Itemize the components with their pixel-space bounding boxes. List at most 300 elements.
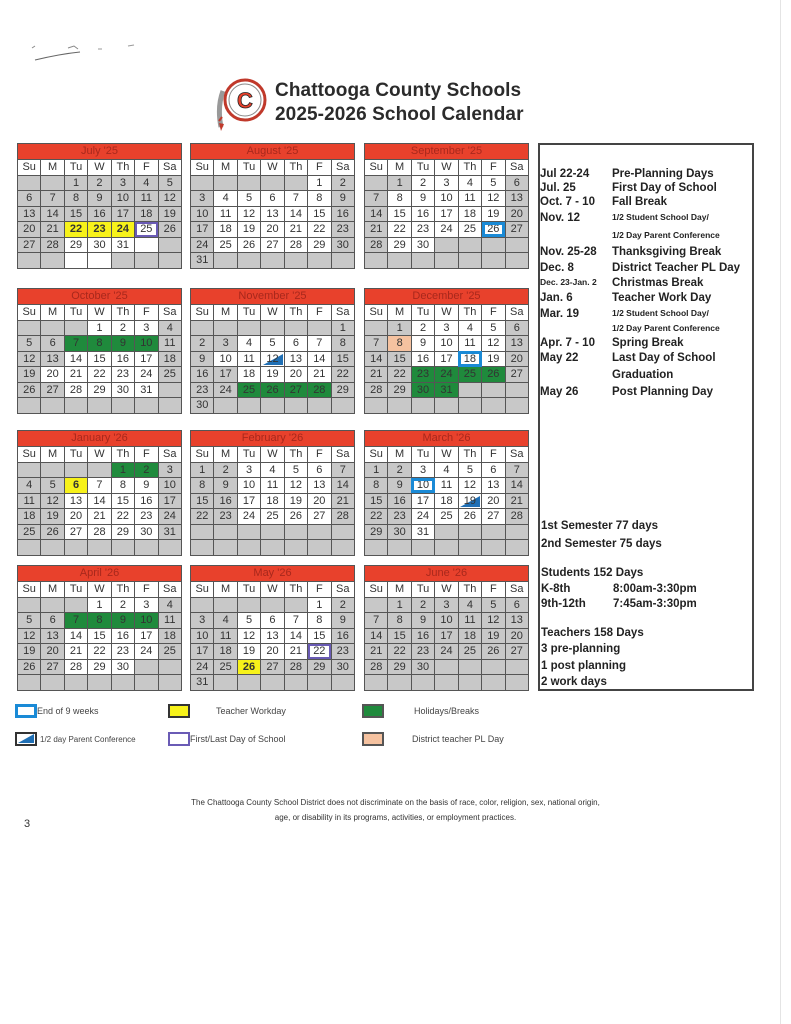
day-cell: 17	[158, 493, 181, 509]
day-cell	[284, 597, 307, 613]
day-cell: 27	[505, 367, 528, 383]
weekday-header: F	[482, 305, 505, 321]
day-cell: 6	[308, 462, 331, 478]
weekday-header: Th	[284, 582, 307, 598]
day-cell: 25	[214, 237, 237, 253]
week-row	[191, 659, 355, 675]
day-cell: 29	[88, 382, 111, 398]
day-cell: 5	[482, 597, 505, 613]
event-date: May 22	[540, 352, 579, 364]
week-row	[365, 509, 529, 525]
day-cell: 18	[435, 493, 458, 509]
weekday-header: M	[388, 582, 411, 598]
day-cell: 12	[41, 493, 64, 509]
day-cell: 4	[237, 336, 260, 352]
weekday-header: Sa	[505, 305, 528, 321]
day-cell: 7	[64, 336, 87, 352]
day-cell: 16	[135, 493, 158, 509]
week-row	[191, 524, 355, 540]
weekday-header: W	[435, 305, 458, 321]
day-cell: 23	[331, 222, 354, 238]
day-cell	[135, 237, 158, 253]
week-row	[18, 351, 182, 367]
day-cell	[41, 597, 64, 613]
day-cell: 2	[191, 336, 214, 352]
week-row	[365, 613, 529, 629]
day-cell: 7	[505, 462, 528, 478]
week-row	[191, 237, 355, 253]
day-cell: 8	[331, 336, 354, 352]
k8-hours: 8:00am-3:30pm	[613, 583, 697, 595]
weekday-header: Tu	[64, 305, 87, 321]
day-cell: 3	[158, 462, 181, 478]
day-cell: 9	[411, 336, 434, 352]
day-cell: 22	[88, 644, 111, 660]
event-date: Apr. 7 - 10	[540, 337, 595, 349]
day-cell: 9	[111, 336, 134, 352]
event-label: Christmas Break	[612, 277, 704, 289]
day-cell: 28	[308, 382, 331, 398]
day-cell: 27	[41, 382, 64, 398]
event-date: Mar. 19	[540, 308, 579, 320]
day-cell: 25	[18, 524, 41, 540]
hs-label: 9th-12th	[541, 598, 586, 610]
day-cell: 14	[284, 628, 307, 644]
day-cell: 22	[308, 644, 331, 660]
day-cell: 7	[64, 613, 87, 629]
day-cell: 18	[18, 509, 41, 525]
day-cell	[191, 540, 214, 556]
day-cell: 9	[88, 191, 111, 207]
week-row	[191, 540, 355, 556]
day-cell: 6	[284, 336, 307, 352]
day-cell: 30	[411, 382, 434, 398]
weekday-header: Tu	[64, 582, 87, 598]
weekday-header: W	[88, 160, 111, 176]
week-row	[191, 382, 355, 398]
day-cell: 30	[388, 524, 411, 540]
day-cell: 24	[111, 222, 134, 238]
day-cell: 11	[458, 336, 481, 352]
day-cell	[388, 253, 411, 269]
weekday-header: Sa	[158, 582, 181, 598]
month-title: June '26	[364, 565, 529, 581]
day-cell: 31	[158, 524, 181, 540]
legend-end-of-9-weeks: End of 9 weeks	[15, 704, 99, 718]
legend-half-day: 1/2 day Parent Conference	[15, 732, 136, 746]
day-cell: 29	[331, 382, 354, 398]
title-district: Chattooga County Schools	[275, 80, 522, 101]
calendar-header	[215, 73, 524, 133]
day-cell: 19	[237, 222, 260, 238]
event-label: First Day of School	[612, 182, 717, 194]
day-cell: 12	[237, 628, 260, 644]
day-cell	[331, 398, 354, 414]
day-cell: 18	[237, 367, 260, 383]
week-row	[191, 253, 355, 269]
day-cell: 29	[88, 659, 111, 675]
day-cell: 24	[135, 644, 158, 660]
day-cell: 17	[435, 351, 458, 367]
day-cell: 20	[505, 351, 528, 367]
weekday-header: Sa	[505, 447, 528, 463]
day-cell: 8	[308, 191, 331, 207]
day-cell: 21	[308, 367, 331, 383]
day-cell: 30	[111, 382, 134, 398]
day-cell: 14	[64, 351, 87, 367]
day-cell: 11	[458, 191, 481, 207]
day-cell: 6	[505, 597, 528, 613]
day-cell: 13	[505, 191, 528, 207]
day-cell	[18, 540, 41, 556]
day-cell: 4	[458, 175, 481, 191]
day-cell: 19	[18, 367, 41, 383]
day-cell	[365, 320, 388, 336]
day-cell: 27	[505, 644, 528, 660]
weekday-header: Tu	[411, 160, 434, 176]
event-label: Pre-Planning Days	[612, 168, 714, 180]
week-row	[18, 613, 182, 629]
day-cell: 17	[237, 493, 260, 509]
legend-first-last-day: First/Last Day of School	[168, 732, 286, 746]
week-row	[191, 175, 355, 191]
day-cell: 5	[18, 336, 41, 352]
day-cell: 28	[365, 237, 388, 253]
week-row	[18, 597, 182, 613]
day-cell: 30	[331, 659, 354, 675]
day-cell: 14	[308, 351, 331, 367]
month-title: January '26	[17, 430, 182, 446]
day-cell	[158, 659, 181, 675]
day-cell: 27	[64, 524, 87, 540]
day-cell: 20	[261, 222, 284, 238]
day-cell	[18, 175, 41, 191]
day-cell	[64, 462, 87, 478]
day-cell	[237, 175, 260, 191]
weekday-header: Th	[458, 447, 481, 463]
day-cell: 13	[64, 493, 87, 509]
day-cell	[482, 540, 505, 556]
week-row	[191, 336, 355, 352]
month-calendar	[190, 430, 355, 556]
day-cell	[482, 398, 505, 414]
day-cell: 27	[284, 382, 307, 398]
day-cell: 7	[365, 336, 388, 352]
day-cell: 13	[18, 206, 41, 222]
school-logo	[215, 73, 267, 133]
weekday-header: Th	[111, 447, 134, 463]
day-cell	[308, 540, 331, 556]
post-planning-days: 1 post planning	[541, 660, 626, 672]
day-cell	[88, 462, 111, 478]
week-row	[365, 597, 529, 613]
day-cell: 13	[41, 351, 64, 367]
day-cell: 10	[135, 613, 158, 629]
day-cell: 3	[435, 597, 458, 613]
day-cell: 10	[435, 613, 458, 629]
day-cell: 15	[388, 206, 411, 222]
nondiscrimination-footer: The Chattooga County School District does not discriminate on the basis of race, color, religion, sex, national origin, age, or disability in its programs, activities, or employment practices.	[191, 798, 600, 822]
week-row	[191, 398, 355, 414]
day-cell: 12	[458, 478, 481, 494]
day-cell	[411, 398, 434, 414]
day-cell: 23	[388, 509, 411, 525]
day-cell: 26	[158, 222, 181, 238]
day-cell: 31	[135, 382, 158, 398]
page-number: 3	[24, 818, 31, 830]
weekday-header: Th	[111, 305, 134, 321]
day-cell	[284, 253, 307, 269]
day-cell	[458, 675, 481, 691]
weekday-header: Sa	[331, 160, 354, 176]
day-cell: 11	[237, 351, 260, 367]
weekday-header: W	[88, 582, 111, 598]
day-cell: 13	[308, 478, 331, 494]
day-cell: 25	[261, 509, 284, 525]
week-row	[191, 191, 355, 207]
day-cell	[18, 320, 41, 336]
day-cell: 28	[365, 659, 388, 675]
day-cell: 18	[158, 351, 181, 367]
day-cell: 16	[388, 493, 411, 509]
weekday-header: Th	[458, 305, 481, 321]
day-cell: 21	[365, 367, 388, 383]
day-cell: 6	[482, 462, 505, 478]
week-row	[365, 644, 529, 660]
day-cell: 21	[41, 222, 64, 238]
day-cell: 6	[41, 613, 64, 629]
day-cell	[158, 398, 181, 414]
day-cell	[135, 675, 158, 691]
day-cell: 9	[111, 613, 134, 629]
day-cell	[458, 398, 481, 414]
day-cell: 12	[18, 351, 41, 367]
day-cell	[135, 253, 158, 269]
half-triangle-swatch-icon	[15, 732, 37, 746]
day-cell	[64, 320, 87, 336]
day-cell	[261, 253, 284, 269]
day-cell: 11	[135, 191, 158, 207]
day-cell	[505, 237, 528, 253]
semester-2-days: 2nd Semester 75 days	[541, 538, 662, 550]
day-cell	[411, 675, 434, 691]
day-cell: 4	[214, 613, 237, 629]
day-cell: 6	[261, 613, 284, 629]
week-row	[18, 675, 182, 691]
day-cell	[41, 462, 64, 478]
week-row	[18, 367, 182, 383]
day-cell: 10	[191, 206, 214, 222]
day-cell: 13	[41, 628, 64, 644]
week-row	[18, 237, 182, 253]
day-cell: 30	[111, 659, 134, 675]
day-cell: 1	[365, 462, 388, 478]
day-cell	[505, 540, 528, 556]
event-date: May 26	[540, 386, 579, 398]
weekday-header: F	[308, 305, 331, 321]
k8-label: K-8th	[541, 583, 571, 595]
page-title	[275, 79, 524, 127]
weekday-header: Sa	[331, 447, 354, 463]
day-cell: 3	[214, 336, 237, 352]
month-calendar	[17, 430, 182, 556]
legend-holidays: Holidays/Breaks	[362, 704, 479, 718]
day-cell: 5	[482, 175, 505, 191]
day-cell: 10	[435, 191, 458, 207]
day-cell	[237, 253, 260, 269]
day-cell: 19	[237, 644, 260, 660]
week-row	[365, 675, 529, 691]
day-cell	[505, 398, 528, 414]
event-label: 1/2 Day Parent Conference	[612, 230, 720, 240]
month-title: October '25	[17, 288, 182, 304]
day-cell	[505, 675, 528, 691]
day-cell	[284, 540, 307, 556]
day-cell: 7	[88, 478, 111, 494]
day-cell	[111, 398, 134, 414]
day-cell: 28	[365, 382, 388, 398]
day-cell: 8	[191, 478, 214, 494]
day-cell: 9	[331, 613, 354, 629]
day-cell: 26	[41, 524, 64, 540]
day-cell: 15	[308, 206, 331, 222]
day-cell: 5	[41, 478, 64, 494]
day-cell	[18, 462, 41, 478]
week-row	[365, 398, 529, 414]
event-date: Nov. 12	[540, 212, 581, 224]
day-cell: 11	[214, 206, 237, 222]
day-cell: 26	[18, 382, 41, 398]
day-cell: 30	[191, 398, 214, 414]
week-row	[18, 191, 182, 207]
day-cell	[191, 175, 214, 191]
weekday-header: Su	[191, 447, 214, 463]
day-cell	[111, 253, 134, 269]
week-row	[191, 675, 355, 691]
event-label: 1/2 Student School Day/	[612, 212, 709, 222]
day-cell: 23	[111, 644, 134, 660]
day-cell: 19	[482, 351, 505, 367]
day-cell: 27	[261, 659, 284, 675]
day-cell: 6	[18, 191, 41, 207]
day-cell	[214, 175, 237, 191]
day-cell	[482, 524, 505, 540]
day-cell: 22	[388, 222, 411, 238]
day-cell	[18, 675, 41, 691]
day-cell: 18	[214, 644, 237, 660]
work-days: 2 work days	[541, 676, 607, 688]
weekday-header: Th	[284, 447, 307, 463]
event-label: Spring Break	[612, 337, 684, 349]
day-cell	[308, 524, 331, 540]
pen-scribble-mark	[30, 40, 140, 64]
weekday-header: Th	[458, 160, 481, 176]
day-cell: 23	[331, 644, 354, 660]
day-cell: 15	[64, 206, 87, 222]
yellow-swatch-icon	[168, 704, 190, 718]
month-calendar	[17, 565, 182, 691]
month-title: December '25	[364, 288, 529, 304]
day-cell: 8	[388, 336, 411, 352]
day-cell: 1	[111, 462, 134, 478]
day-cell: 19	[18, 644, 41, 660]
day-cell: 14	[41, 206, 64, 222]
day-cell: 4	[458, 320, 481, 336]
day-cell: 9	[191, 351, 214, 367]
day-cell: 26	[482, 644, 505, 660]
week-row	[18, 462, 182, 478]
weekday-header: W	[261, 160, 284, 176]
month-title: July '25	[17, 143, 182, 159]
day-cell: 18	[214, 222, 237, 238]
day-cell: 30	[331, 237, 354, 253]
day-cell	[88, 253, 111, 269]
day-cell: 17	[411, 493, 434, 509]
week-row	[191, 462, 355, 478]
day-cell	[435, 675, 458, 691]
day-cell	[458, 659, 481, 675]
day-cell: 2	[411, 597, 434, 613]
day-cell: 21	[88, 509, 111, 525]
day-cell	[214, 540, 237, 556]
event-label: Last Day of School	[612, 352, 716, 364]
week-row	[18, 659, 182, 675]
day-cell: 12	[482, 336, 505, 352]
weekday-header: W	[261, 305, 284, 321]
day-cell: 5	[18, 613, 41, 629]
weekday-header: F	[135, 160, 158, 176]
weekday-header: W	[88, 447, 111, 463]
day-cell	[261, 597, 284, 613]
day-cell: 13	[261, 206, 284, 222]
day-cell: 26	[458, 509, 481, 525]
day-cell: 17	[214, 367, 237, 383]
day-cell	[41, 540, 64, 556]
day-cell: 24	[191, 237, 214, 253]
weekday-header: Su	[18, 447, 41, 463]
day-cell: 3	[191, 191, 214, 207]
month-calendar	[364, 430, 529, 556]
day-cell: 17	[435, 206, 458, 222]
day-cell: 25	[158, 644, 181, 660]
day-cell: 5	[284, 462, 307, 478]
weekday-header: Su	[365, 305, 388, 321]
day-cell: 1	[88, 597, 111, 613]
weekday-header: Sa	[158, 160, 181, 176]
day-cell	[411, 540, 434, 556]
day-cell: 8	[64, 191, 87, 207]
week-row	[365, 253, 529, 269]
day-cell: 10	[411, 478, 434, 494]
day-cell: 15	[88, 351, 111, 367]
day-cell	[88, 540, 111, 556]
week-row	[365, 524, 529, 540]
day-cell	[505, 524, 528, 540]
weekday-header: M	[214, 160, 237, 176]
day-cell	[261, 175, 284, 191]
week-row	[191, 509, 355, 525]
day-cell: 2	[111, 597, 134, 613]
weekday-header: M	[41, 447, 64, 463]
day-cell: 12	[261, 351, 284, 367]
day-cell: 7	[41, 191, 64, 207]
day-cell: 4	[261, 462, 284, 478]
day-cell: 16	[111, 351, 134, 367]
day-cell	[284, 675, 307, 691]
weekday-header: Tu	[64, 160, 87, 176]
day-cell: 26	[18, 659, 41, 675]
month-title: May '26	[190, 565, 355, 581]
